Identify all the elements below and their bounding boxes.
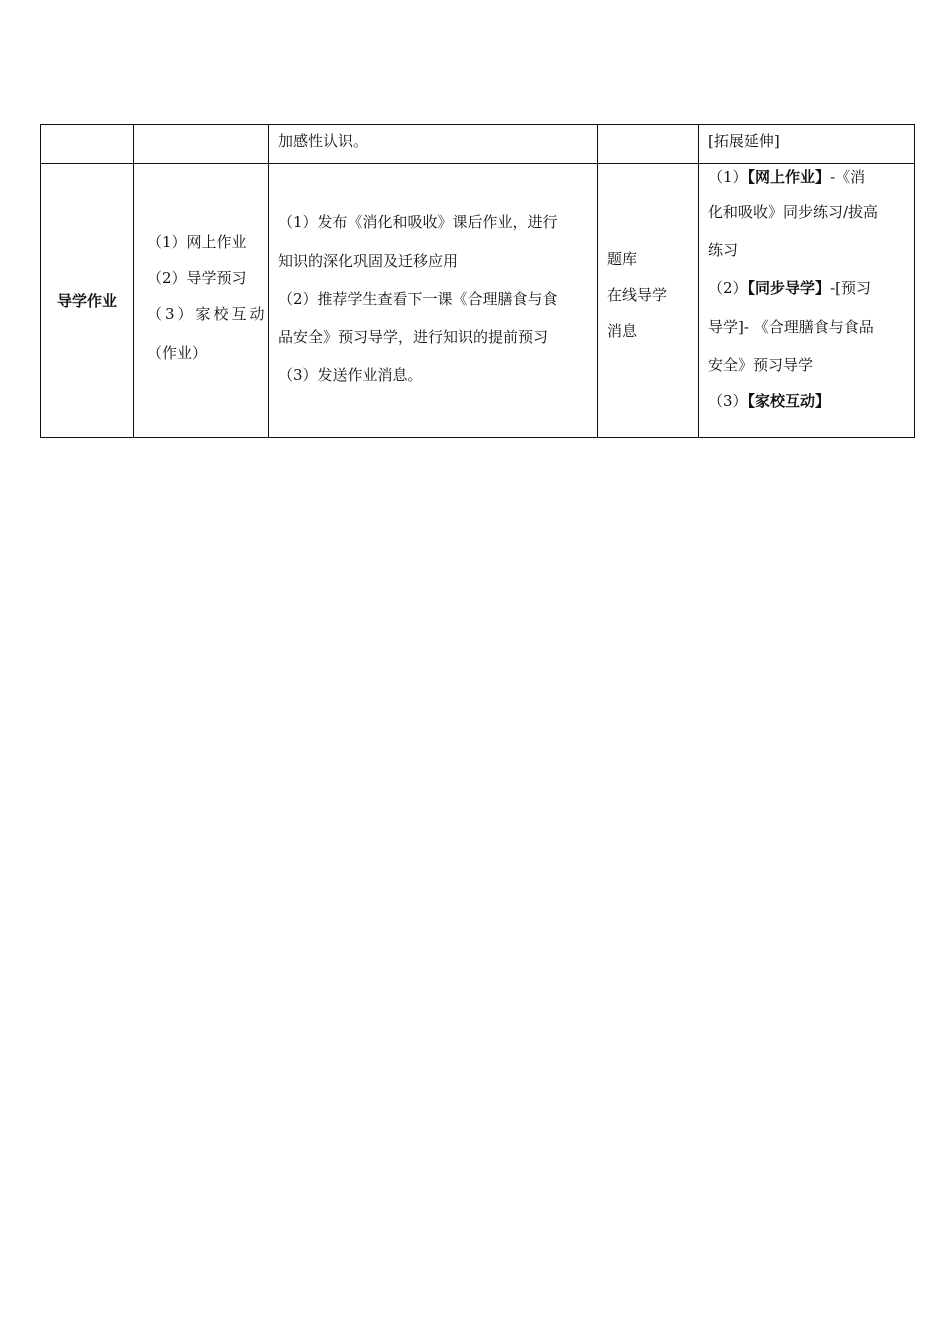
tool-name: 【网上作业】 <box>747 168 831 186</box>
resource-item: 题库 <box>607 250 638 268</box>
activities-cell <box>269 164 598 438</box>
table-cell <box>699 125 915 164</box>
table-cell <box>134 125 269 164</box>
tool-line <box>708 164 910 193</box>
method-item: （作业） <box>147 344 208 362</box>
row-label: 导学作业 <box>41 164 134 438</box>
method-item: （3）家校互动 <box>147 305 268 323</box>
tool-number: （2） <box>708 279 748 297</box>
tool-line <box>708 269 910 307</box>
activity-line: （2）推荐学生查看下一课《合理膳食与食 <box>278 290 558 308</box>
activity-line: （1）发布《消化和吸收》课后作业，进行 <box>278 213 558 231</box>
activity-line: （3）发送作业消息。 <box>278 366 423 384</box>
tool-detail: -《消 <box>830 168 866 186</box>
tool-name: 【同步导学】 <box>747 279 831 297</box>
tool-line: 练习 <box>708 241 739 259</box>
resources-cell <box>598 164 699 438</box>
tool-line: 导学]- 《合理膳食与食品 <box>708 318 874 336</box>
table-cell <box>598 125 699 164</box>
table-cell <box>269 125 598 164</box>
methods-cell <box>134 164 269 438</box>
tool-number: （3） <box>708 392 748 410</box>
tool-name: 【家校互动】 <box>747 392 831 410</box>
tool-line: 安全》预习导学 <box>708 356 814 374</box>
table-row <box>41 125 915 164</box>
tool-line: 化和吸收》同步练习/拔高 <box>708 203 879 221</box>
table-cell <box>41 125 134 164</box>
tools-cell <box>699 164 915 438</box>
lesson-plan-table <box>40 124 915 438</box>
method-item: （1）网上作业 <box>147 233 247 251</box>
activity-continuation-text: 加感性认识。 <box>278 132 369 150</box>
tool-line <box>708 383 910 419</box>
tool-number: （1） <box>708 168 748 186</box>
tool-continuation-text: [拓展延伸] <box>708 132 780 150</box>
table-row <box>41 164 915 438</box>
method-item: （2）导学预习 <box>147 269 247 287</box>
tool-detail: -[预习 <box>830 279 871 297</box>
resource-item: 在线导学 <box>607 286 668 304</box>
resource-item: 消息 <box>607 322 638 340</box>
activity-line: 品安全》预习导学，进行知识的提前预习 <box>278 328 549 346</box>
activity-line: 知识的深化巩固及迁移应用 <box>278 252 459 270</box>
